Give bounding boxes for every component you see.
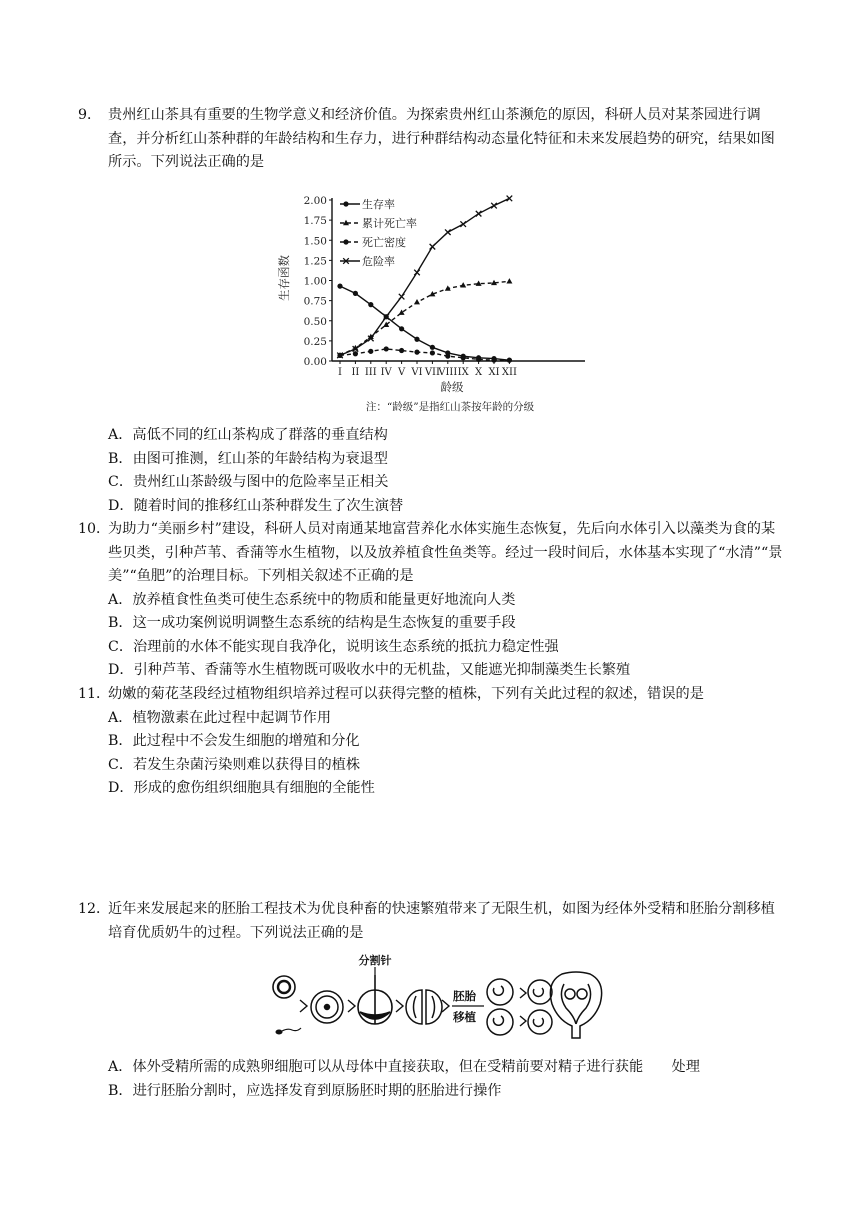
data-point [414,350,419,355]
split-embryo-icon [406,990,442,1024]
arrow-icon [348,1000,355,1012]
option-b[interactable]: B．进行胚胎分割时，应选择发育到原肠胚时期的胚胎进行操作 [108,1082,502,1099]
option-c[interactable]: C．治理前的水体不能实现自我净化，说明该生态系统的抵抗力稳定性强 [108,638,559,655]
data-point [430,350,435,355]
question-9 [78,104,788,175]
option-a[interactable]: A．植物激素在此过程中起调节作用 [108,709,332,726]
legend-label: 生存率 [362,198,395,211]
data-point [507,358,512,363]
y-tick-label: 2.00 [303,195,327,207]
data-point [461,355,466,360]
question-10 [78,518,788,683]
needle-label: 分割针 [358,954,392,967]
data-point [399,348,404,353]
y-tick-label: 1.25 [303,255,327,268]
legend-label: 累计死亡率 [362,217,417,230]
data-point [491,358,496,363]
question-11 [78,683,788,801]
x-axis-label: 龄级 [440,380,464,394]
survival-function-chart [277,190,590,418]
x-tick-label: IX [457,367,469,378]
data-point [414,337,419,342]
option-b[interactable]: B．此过程中不会发生细胞的增殖和分化 [108,733,360,749]
data-point [368,349,373,354]
data-point [460,282,466,287]
x-tick-label: IV [380,367,392,378]
chart-note: 注：“龄级”是指红山茶按年龄的分级 [365,401,535,413]
y-tick-label: 0.75 [303,295,327,308]
transfer-label-1: 胚胎 [453,989,476,1003]
blastocyst-pair-icon [528,980,552,1034]
option-d[interactable]: D．随着时间的推移红山茶种群发生了次生演替 [108,497,404,514]
option-b[interactable]: B．由图可推测，红山茶的年龄结构为衰退型 [108,450,388,467]
question-number: 11． [78,686,111,702]
data-point [460,221,466,227]
question-12 [78,898,788,945]
sperm-icon [276,1028,302,1035]
data-point [337,284,342,289]
option-a[interactable]: A．高低不同的红山茶构成了群落的垂直结构 [108,427,388,443]
question-12-options [78,1056,788,1103]
x-tick-label: VI [411,367,423,378]
arrow-icon [442,1000,449,1012]
arrow-icon [520,988,526,998]
series-line [340,281,509,355]
legend-marker [343,201,348,206]
option-a[interactable]: A．体外受精所需的成熟卵细胞可以从母体中直接获取，但在受精前要对精子进行获能 处理 [108,1059,700,1075]
y-tick-label: 0.25 [303,335,327,348]
y-tick-label: 1.00 [303,275,327,288]
data-point [353,351,358,356]
legend-label: 死亡密度 [362,236,406,249]
question-stem: 幼嫩的菊花茎段经过植物组织培养过程可以获得完整的植株，下列有关此过程的叙述，错误的是 [108,686,704,702]
option-d[interactable]: D．形成的愈伤组织细胞具有细胞的全能性 [108,780,375,796]
x-tick-label: XII [501,367,517,378]
data-point [476,211,482,217]
y-axis-label: 生存函数 [277,255,291,301]
option-d[interactable]: D．引种芦苇、香蒲等水生植物既可吸收水中的无机盐，又能遮光抑制藻类生长繁殖 [108,662,631,678]
data-point [399,310,405,315]
question-stem: 为助力“美丽乡村”建设，科研人员对南通某地富营养化水体实施生态恢复，先后向水体引入以藻类为食的某些贝类，引种芦苇、香蒲等水生植物，以及放养植食性鱼类等。经过一段时间后，水体基本实现了“水清”“景美”“鱼肥”的治理目标。下列相关叙述不正确的是 [108,521,783,584]
y-tick-label: 0.50 [303,315,327,328]
data-point [506,278,512,283]
data-point [507,196,513,202]
question-number: 12． [78,901,111,917]
oocyte-icon [273,976,295,998]
question-stem: 近年来发展起来的胚胎工程技术为优良种畜的快速繁殖带来了无限生机，如图为经体外受精和胚胎分割移植培育优质奶牛的过程。下列说法正确的是 [108,901,775,941]
x-tick-label: III [364,367,377,378]
chart-legend [340,197,417,268]
arrow-icon [300,1000,307,1012]
option-a[interactable]: A．放养植食性鱼类可使生态系统中的物质和能量更好地流向人类 [108,591,516,608]
embryo-splitting-diagram [262,952,602,1044]
series-line [340,286,509,360]
data-point [430,345,435,350]
arrow-icon [396,1000,403,1012]
data-point [445,354,450,359]
y-tick-label: 0.00 [303,356,327,368]
data-point [445,229,451,235]
option-b[interactable]: B．这一成功案例说明调整生态系统的结构是生态恢复的重要手段 [108,615,516,631]
question-number: 9． [78,107,102,123]
transfer-label-2: 移植 [453,1010,476,1024]
data-point [399,294,405,300]
x-tick-label: I [338,367,342,378]
data-point [414,270,420,276]
data-point [384,346,389,351]
y-tick-label: 1.50 [303,235,327,248]
question-number: 10． [78,521,111,537]
x-tick-label: II [351,367,360,378]
x-tick-label: X [475,367,483,378]
data-point [476,357,481,362]
data-point [368,302,373,307]
question-9-options [78,424,788,518]
x-tick-label: XI [488,367,500,378]
uterus-icon [550,972,601,1038]
option-c[interactable]: C．若发生杂菌污染则难以获得目的植株 [108,756,361,773]
x-tick-label: VIII [438,367,458,378]
x-tick-label: VII [424,367,440,378]
zygote-icon [311,991,343,1023]
arrow-icon [520,1016,526,1026]
x-tick-label: V [397,367,406,378]
data-point [353,291,358,296]
data-point [476,281,482,286]
data-point [430,244,436,250]
option-c[interactable]: C．贵州红山茶龄级与图中的危险率呈正相关 [108,474,389,490]
question-stem: 贵州红山茶具有重要的生物学意义和经济价值。为探索贵州红山茶濒危的原因，科研人员对某茶园进行调查，并分析红山茶种群的年龄结构和生存力，进行种群结构动态量化特征和未来发展趋势的研究，结果如图所示。下列说法正确的是 [108,107,775,170]
y-tick-label: 1.75 [303,215,327,228]
blastocyst-pair-icon [487,979,513,1035]
legend-label: 危险率 [362,255,395,268]
blastocyst-icon [358,975,392,1024]
data-point [399,326,404,331]
legend-marker [343,239,348,244]
data-point [491,203,497,209]
data-point [414,299,420,304]
